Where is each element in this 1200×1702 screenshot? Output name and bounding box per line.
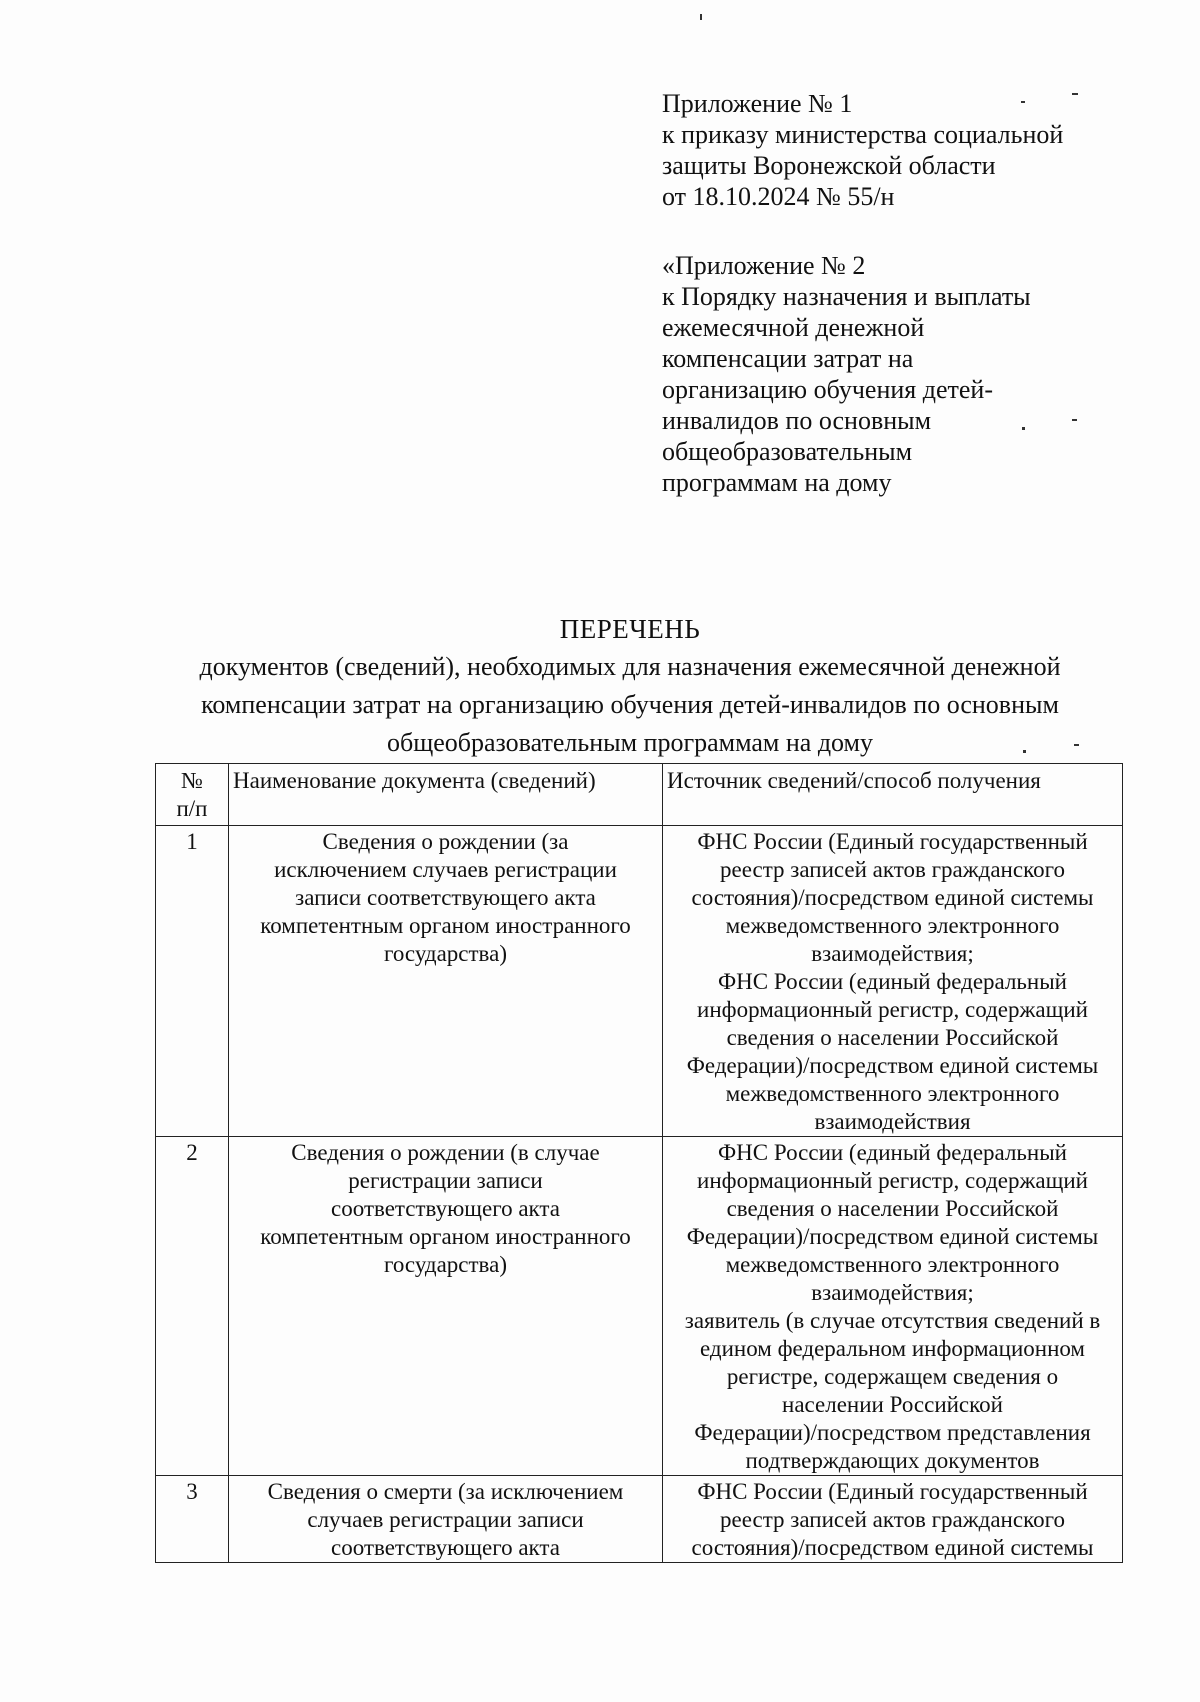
cell-line: ФНС России (единый федеральный: [717, 969, 1067, 994]
row-num: 1: [156, 826, 229, 1137]
cell-line: ФНС России (единый федеральный: [717, 1140, 1067, 1165]
cell-line: межведомственного электронного: [725, 913, 1060, 938]
cell-line: Сведения о рождении (в случае: [291, 1140, 600, 1165]
annex-1-line: к приказу министерства социальной: [662, 120, 1064, 149]
annex-2-line: программам на дому: [662, 468, 892, 497]
cell-line: информационный регистр, содержащий: [697, 997, 1088, 1022]
row-name: [229, 1476, 663, 1563]
header-source: Источник сведений/способ получения: [663, 764, 1123, 826]
cell-line: сведения о населении Российской: [726, 1025, 1059, 1050]
cell-line: реестр записей актов гражданского: [720, 857, 1065, 882]
subtitle-line: общеобразовательным программам на дому: [386, 728, 874, 757]
document-title-block: [140, 612, 1120, 762]
cell-line: ФНС России (Единый государственный: [697, 829, 1088, 854]
cell-line: взаимодействия: [814, 1109, 971, 1134]
table-row: [156, 1137, 1123, 1476]
annex-2-line: к Порядку назначения и выплаты: [662, 282, 1031, 311]
cell-line: государства): [384, 1252, 507, 1277]
cell-line: государства): [384, 941, 507, 966]
annex-1-line: Приложение № 1: [662, 89, 853, 118]
header-num-line: №: [181, 768, 203, 793]
cell-line: состояния)/посредством единой системы: [691, 885, 1094, 910]
row-name: [229, 1137, 663, 1476]
annex-2-header: [662, 250, 1132, 498]
header-num-line: п/п: [176, 796, 208, 821]
cell-line: соответствующего акта: [331, 1535, 560, 1560]
table-row: [156, 826, 1123, 1137]
row-name: [229, 826, 663, 1137]
cell-line: записи соответствующего акта: [295, 885, 596, 910]
cell-line: населении Российской: [782, 1392, 1003, 1417]
table-header-row: [156, 764, 1123, 826]
cell-line: ФНС России (Единый государственный: [697, 1479, 1088, 1504]
cell-line: регистрации записи: [348, 1168, 543, 1193]
cell-line: компетентным органом иностранного: [260, 913, 631, 938]
cell-line: исключением случаев регистрации: [274, 857, 617, 882]
annex-2-line: инвалидов по основным: [662, 406, 932, 435]
cell-line: межведомственного электронного: [725, 1252, 1060, 1277]
cell-line: Сведения о смерти (за исключением: [267, 1479, 624, 1504]
annex-2-line: общеобразовательным: [662, 437, 913, 466]
cell-line: заявитель (в случае отсутствия сведений в: [684, 1308, 1101, 1333]
subtitle-line: компенсации затрат на организацию обучения детей-инвалидов по основным: [201, 690, 1059, 719]
annex-2-line: организацию обучения детей-: [662, 375, 993, 404]
cell-line: Федерации)/посредством единой системы: [686, 1053, 1099, 1078]
cell-line: подтверждающих документов: [745, 1448, 1040, 1473]
cell-line: взаимодействия;: [811, 941, 974, 966]
cell-line: Сведения о рождении (за: [322, 829, 569, 854]
subtitle-line: документов (сведений), необходимых для назначения ежемесячной денежной: [199, 652, 1061, 681]
document-title: ПЕРЕЧЕНЬ: [559, 614, 701, 644]
header-num: [156, 764, 229, 826]
row-source: [663, 1137, 1123, 1476]
table-row: [156, 1476, 1123, 1563]
cell-line: соответствующего акта: [331, 1196, 560, 1221]
row-source: [663, 1476, 1123, 1563]
scan-speck: [700, 14, 702, 20]
cell-line: межведомственного электронного: [725, 1081, 1060, 1106]
annex-1-line: от 18.10.2024 № 55/н: [662, 182, 895, 211]
cell-line: случаев регистрации записи: [307, 1507, 584, 1532]
row-num: 2: [156, 1137, 229, 1476]
cell-line: состояния)/посредством единой системы: [691, 1535, 1094, 1560]
annex-1-header: [662, 88, 1132, 212]
document-subtitle: [140, 648, 1120, 762]
documents-table: [155, 763, 1123, 1563]
cell-line: информационный регистр, содержащий: [697, 1168, 1088, 1193]
annex-2-line: «Приложение № 2: [662, 251, 866, 280]
cell-line: реестр записей актов гражданского: [720, 1507, 1065, 1532]
cell-line: сведения о населении Российской: [726, 1196, 1059, 1221]
cell-line: взаимодействия;: [811, 1280, 974, 1305]
row-source: [663, 826, 1123, 1137]
cell-line: компетентным органом иностранного: [260, 1224, 631, 1249]
cell-line: Федерации)/посредством представления: [694, 1420, 1091, 1445]
annex-2-line: компенсации затрат на: [662, 344, 914, 373]
cell-line: едином федеральном информационном: [700, 1336, 1085, 1361]
cell-line: регистре, содержащем сведения о: [726, 1364, 1059, 1389]
row-num: 3: [156, 1476, 229, 1563]
annex-2-line: ежемесячной денежной: [662, 313, 925, 342]
cell-line: Федерации)/посредством единой системы: [686, 1224, 1099, 1249]
annex-1-line: защиты Воронежской области: [662, 151, 996, 180]
header-name: Наименование документа (сведений): [229, 764, 663, 826]
